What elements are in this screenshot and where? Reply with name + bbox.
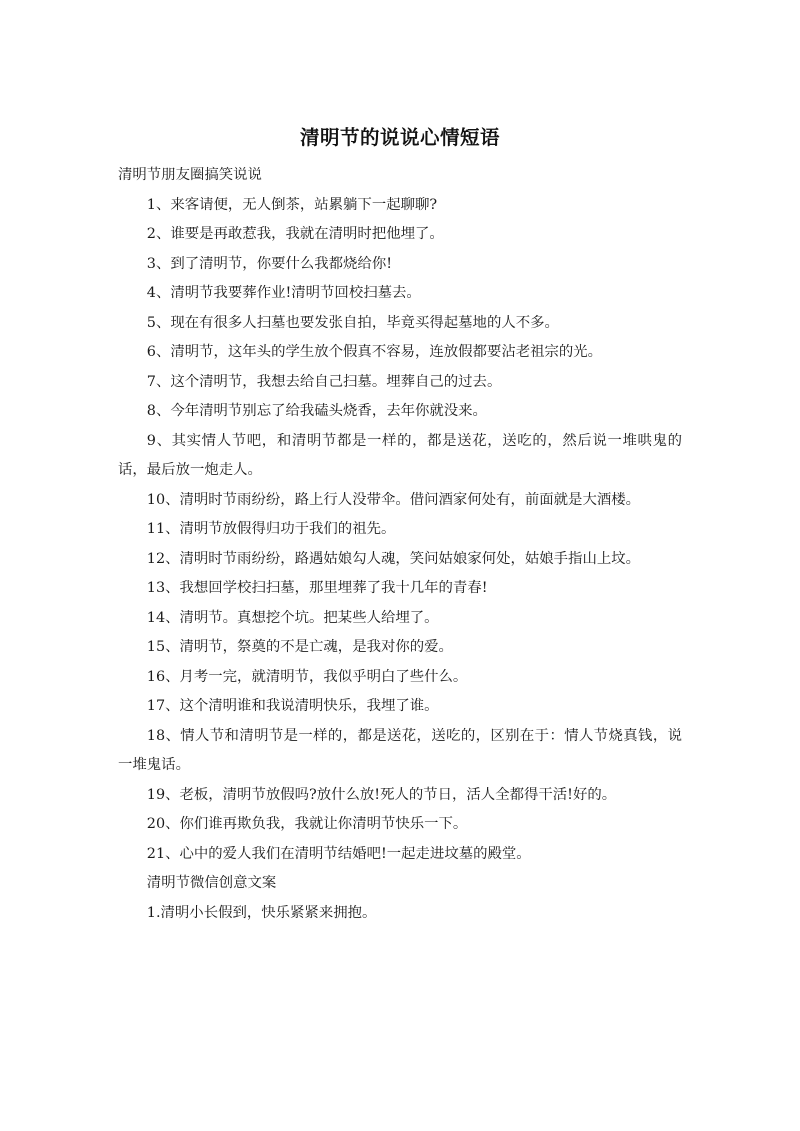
list-item: 2、谁要是再敢惹我，我就在清明时把他埋了。 <box>146 226 444 242</box>
list-item: 17、这个清明谁和我说清明快乐，我埋了谁。 <box>146 698 439 714</box>
list-item: 1、来客请便，无人倒茶，站累躺下一起聊聊? <box>146 196 438 213</box>
list-item: 9、其实情人节吧，和清明节都是一样的，都是送花，送吃的，然后说一堆哄鬼的话，最后放一炮走人。 <box>118 432 682 478</box>
list-item: 4、清明节我要葬作业!清明节回校扫墓去。 <box>146 285 421 301</box>
list-item: 8、今年清明节别忘了给我磕头烧香，去年你就没来。 <box>146 403 487 419</box>
list-item: 15、清明节，祭奠的不是亡魂，是我对你的爱。 <box>146 639 453 655</box>
list-item: 12、清明时节雨纷纷，路遇姑娘勾人魂，笑问姑娘家何处，姑娘手指山上坟。 <box>146 550 641 567</box>
list-item: 10、清明时节雨纷纷，路上行人没带伞。借问酒家何处有，前面就是大酒楼。 <box>146 491 641 508</box>
list-item: 18、情人节和清明节是一样的，都是送花，送吃的，区别在于：情人节烧真钱，说一堆鬼话。 <box>118 727 682 773</box>
list-item: 14、清明节。真想挖个坑。把某些人给埋了。 <box>146 609 439 626</box>
list-item: 16、月考一完，就清明节，我似乎明白了些什么。 <box>146 668 468 685</box>
list-item: 5、现在有很多人扫墓也要发张自拍，毕竟买得起墓地的人不多。 <box>146 314 559 331</box>
list-item: 21、心中的爱人我们在清明节结婚吧!一起走进坟墓的殿堂。 <box>146 845 531 862</box>
section-heading-funny-posts: 清明节朋友圈搞笑说说 <box>118 167 262 183</box>
list-item: 11、清明节放假得归功于我们的祖先。 <box>146 521 396 537</box>
list-item: 3、到了清明节，你要什么我都烧给你! <box>146 255 392 272</box>
document-title: 清明节的说说心情短语 <box>299 126 500 149</box>
list-item: 7、这个清明节，我想去给自己扫墓。埋葬自己的过去。 <box>146 373 502 390</box>
list-item: 6、清明节，这年头的学生放个假真不容易，连放假都要沾老祖宗的光。 <box>146 344 603 360</box>
list-item: 19、老板，清明节放假吗?放什么放!死人的节日，活人全都得干活!好的。 <box>146 786 617 803</box>
section-heading-wechat-copy: 清明节微信创意文案 <box>146 875 277 891</box>
list-item: 13、我想回学校扫扫墓，那里埋葬了我十几年的青春! <box>146 580 488 596</box>
document-body <box>118 161 682 928</box>
list-item: 20、你们谁再欺负我，我就让你清明节快乐一下。 <box>146 816 468 832</box>
list-item: 1.清明小长假到，快乐紧紧来拥抱。 <box>146 904 377 921</box>
